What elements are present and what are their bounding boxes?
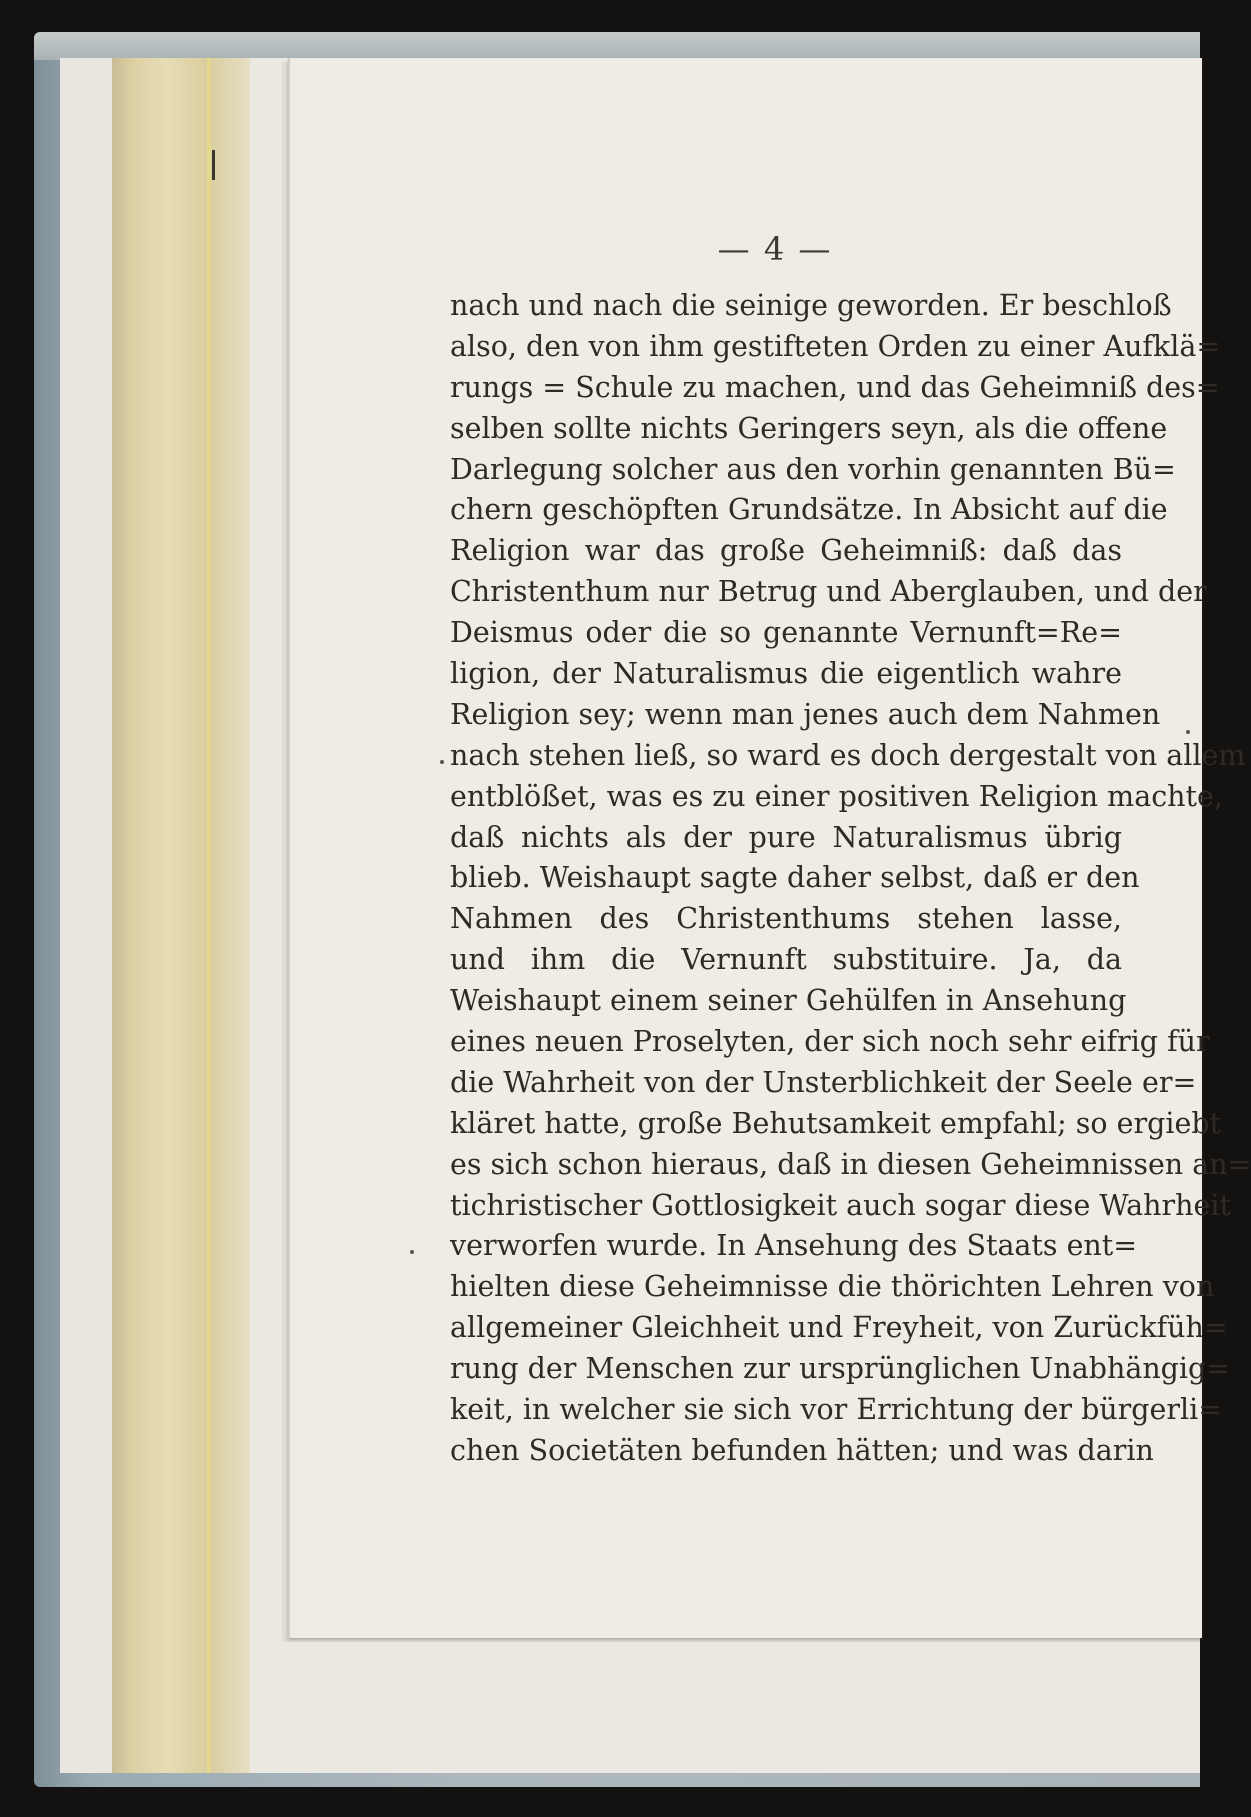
text-line: keit, in welcher sie sich vor Errichtung der bürgerli= [450, 1393, 1223, 1427]
text-line: rungs = Schule zu machen, und das Geheimniß des= [450, 370, 1220, 404]
text-line: eines neuen Proselyten, der sich noch sehr eifrig für [450, 1025, 1210, 1059]
text-line: und ihm die Vernunft substituire. Ja, da [450, 943, 1122, 977]
text-line: hielten diese Geheimnisse die thörichten Lehren von [450, 1270, 1215, 1304]
text-line: entblößet, was es zu einer positiven Religion machte, [450, 779, 1223, 813]
text-line: Weishaupt einem seiner Gehülfen in Ansehung [450, 984, 1127, 1018]
text-line: nach und nach die seinige geworden. Er beschloß [450, 289, 1172, 322]
binding-mark [212, 150, 215, 180]
text-line: Nahmen des Christenthums stehen lasse, [450, 902, 1122, 936]
book-cover-top-edge [34, 32, 1200, 60]
text-line: selben sollte nichts Geringers seyn, als die offene [450, 411, 1168, 445]
text-line: blieb. Weishaupt sagte daher selbst, daß er den [450, 861, 1140, 895]
text-line: Deismus oder die so genannte Vernunft=Re= [450, 616, 1122, 650]
text-line: Christenthum nur Betrug und Aberglauben, und der [450, 575, 1207, 609]
text-line: kläret hatte, große Behutsamkeit empfahl; so ergiebt [450, 1106, 1222, 1140]
text-line: es sich schon hieraus, daß in diesen Geheimnissen an= [450, 1147, 1251, 1181]
paper-speck [440, 760, 444, 764]
text-line: also, den von ihm gestifteten Orden zu einer Aufklä= [450, 329, 1221, 363]
page-gutter-edge [112, 58, 250, 1773]
paper-speck [410, 1250, 414, 1254]
page-number: — 4 — [717, 230, 833, 268]
text-line: ligion, der Naturalismus die eigentlich wahre [450, 657, 1122, 691]
text-line: verworfen wurde. In Ansehung des Staats ent= [450, 1229, 1138, 1263]
text-line: nach stehen ließ, so ward es doch dergestalt von allem [450, 738, 1246, 772]
text-line: daß nichts als der pure Naturalismus übrig [450, 820, 1122, 854]
text-line: Religion sey; wenn man jenes auch dem Nahmen [450, 697, 1161, 731]
text-line: die Wahrheit von der Unsterblichkeit der Seele er= [450, 1065, 1197, 1099]
text-line: Darlegung solcher aus den vorhin genannten Bü= [450, 452, 1176, 486]
paper-speck [1186, 730, 1190, 734]
text-line: chern geschöpften Grundsätze. In Absicht auf die [450, 493, 1168, 527]
text-line: Religion war das große Geheimniß: daß das [450, 534, 1122, 568]
text-line: rung der Menschen zur ursprünglichen Unabhängig= [450, 1352, 1231, 1386]
text-line: allgemeiner Gleichheit und Freyheit, von Zurückfüh= [450, 1311, 1228, 1345]
page-text-block [450, 286, 1251, 1472]
text-line: tichristischer Gottlosigkeit auch sogar diese Wahrheit [450, 1188, 1231, 1222]
text-line: chen Societäten befunden hätten; und was darin [450, 1433, 1154, 1467]
